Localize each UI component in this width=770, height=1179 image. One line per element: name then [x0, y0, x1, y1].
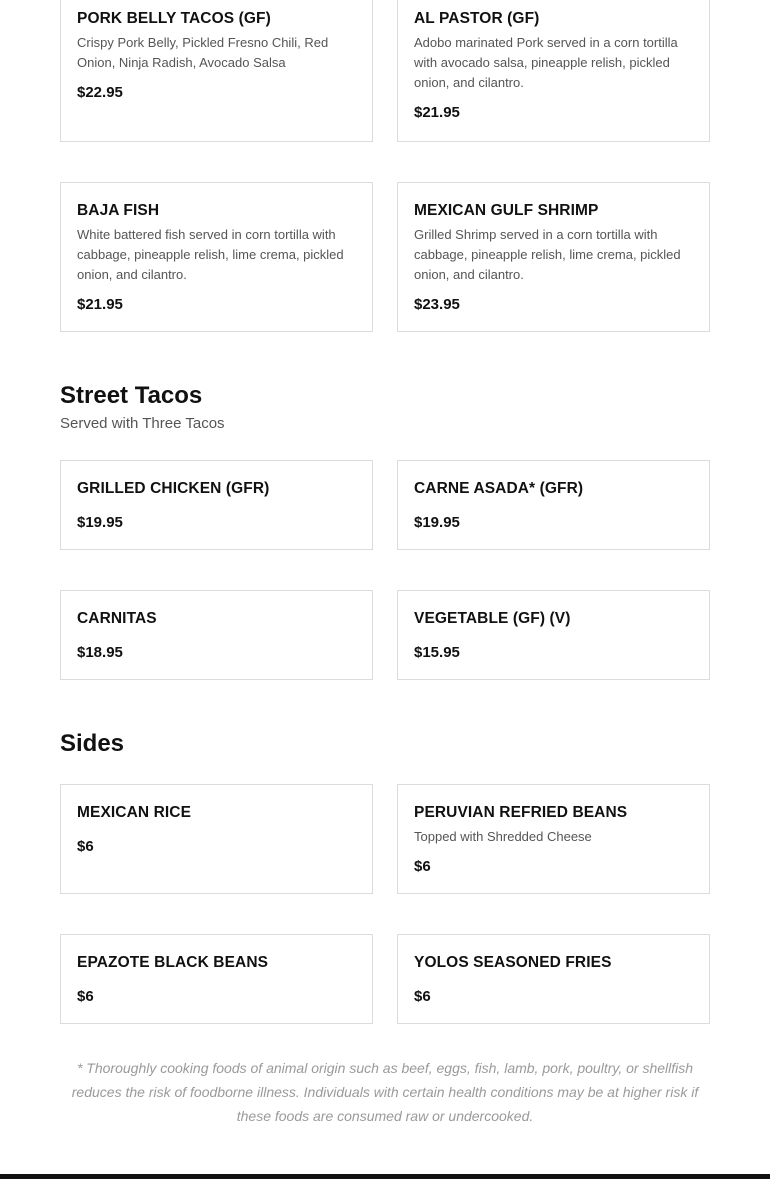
item-price: $22.95 [77, 84, 123, 101]
item-price: $15.95 [414, 644, 460, 661]
item-price: $6 [414, 988, 431, 1005]
item-name: PORK BELLY TACOS (GF) [77, 10, 271, 27]
section-subtitle: Served with Three Tacos [60, 415, 225, 432]
item-price: $6 [77, 988, 94, 1005]
item-price: $18.95 [77, 644, 123, 661]
item-name: MEXICAN GULF SHRIMP [414, 202, 599, 219]
menu-item-card [397, 182, 710, 332]
item-name: GRILLED CHICKEN (GFR) [77, 480, 270, 497]
item-price: $21.95 [77, 296, 123, 313]
menu-item-card [397, 784, 710, 894]
item-name: AL PASTOR (GF) [414, 10, 540, 27]
item-name: CARNE ASADA* (GFR) [414, 480, 584, 497]
item-description: White battered fish served in corn tortilla with cabbage, pineapple relish, lime crema, pickled onion, and cilantro. [77, 227, 344, 282]
item-price: $6 [414, 858, 431, 875]
menu-item-card [397, 0, 710, 142]
menu-item-card [397, 590, 710, 680]
item-price: $19.95 [414, 514, 460, 531]
menu-item-card [60, 590, 373, 680]
item-name: BAJA FISH [77, 202, 160, 219]
item-name: CARNITAS [77, 610, 157, 627]
item-name: VEGETABLE (GF) (V) [414, 610, 571, 627]
item-name: YOLOS SEASONED FRIES [414, 954, 612, 971]
menu-item-card [397, 934, 710, 1024]
menu-item-card [60, 182, 373, 332]
footer-bar [0, 1174, 770, 1179]
menu-item-card [60, 784, 373, 894]
menu-item-card [397, 460, 710, 550]
food-safety-disclaimer: * Thoroughly cooking foods of animal origin such as beef, eggs, fish, lamb, pork, poultry, or shellfish reduces the risk of foodborne illness. Individuals with certain health conditions may be at higher risk if these foods are consumed raw or undercooked. [71, 1060, 699, 1124]
item-name: MEXICAN RICE [77, 804, 192, 821]
item-price: $19.95 [77, 514, 123, 531]
section-title-sides: Sides [60, 730, 125, 757]
item-price: $6 [77, 838, 94, 855]
item-name: PERUVIAN REFRIED BEANS [414, 804, 628, 821]
item-description: Topped with Shredded Cheese [414, 829, 592, 844]
item-description: Crispy Pork Belly, Pickled Fresno Chili, Red Onion, Ninja Radish, Avocado Salsa [77, 35, 329, 70]
menu-item-card [60, 0, 373, 142]
menu-item-card [60, 460, 373, 550]
section-title-street-tacos: Street Tacos [60, 382, 203, 409]
item-description: Adobo marinated Pork served in a corn tortilla with avocado salsa, pineapple relish, pickled onion, and cilantro. [414, 35, 678, 90]
item-price: $21.95 [414, 104, 460, 121]
item-price: $23.95 [414, 296, 460, 313]
item-description: Grilled Shrimp served in a corn tortilla with cabbage, pineapple relish, lime crema, pickled onion, and cilantro. [414, 227, 681, 282]
item-name: EPAZOTE BLACK BEANS [77, 954, 269, 971]
menu-item-card [60, 934, 373, 1024]
